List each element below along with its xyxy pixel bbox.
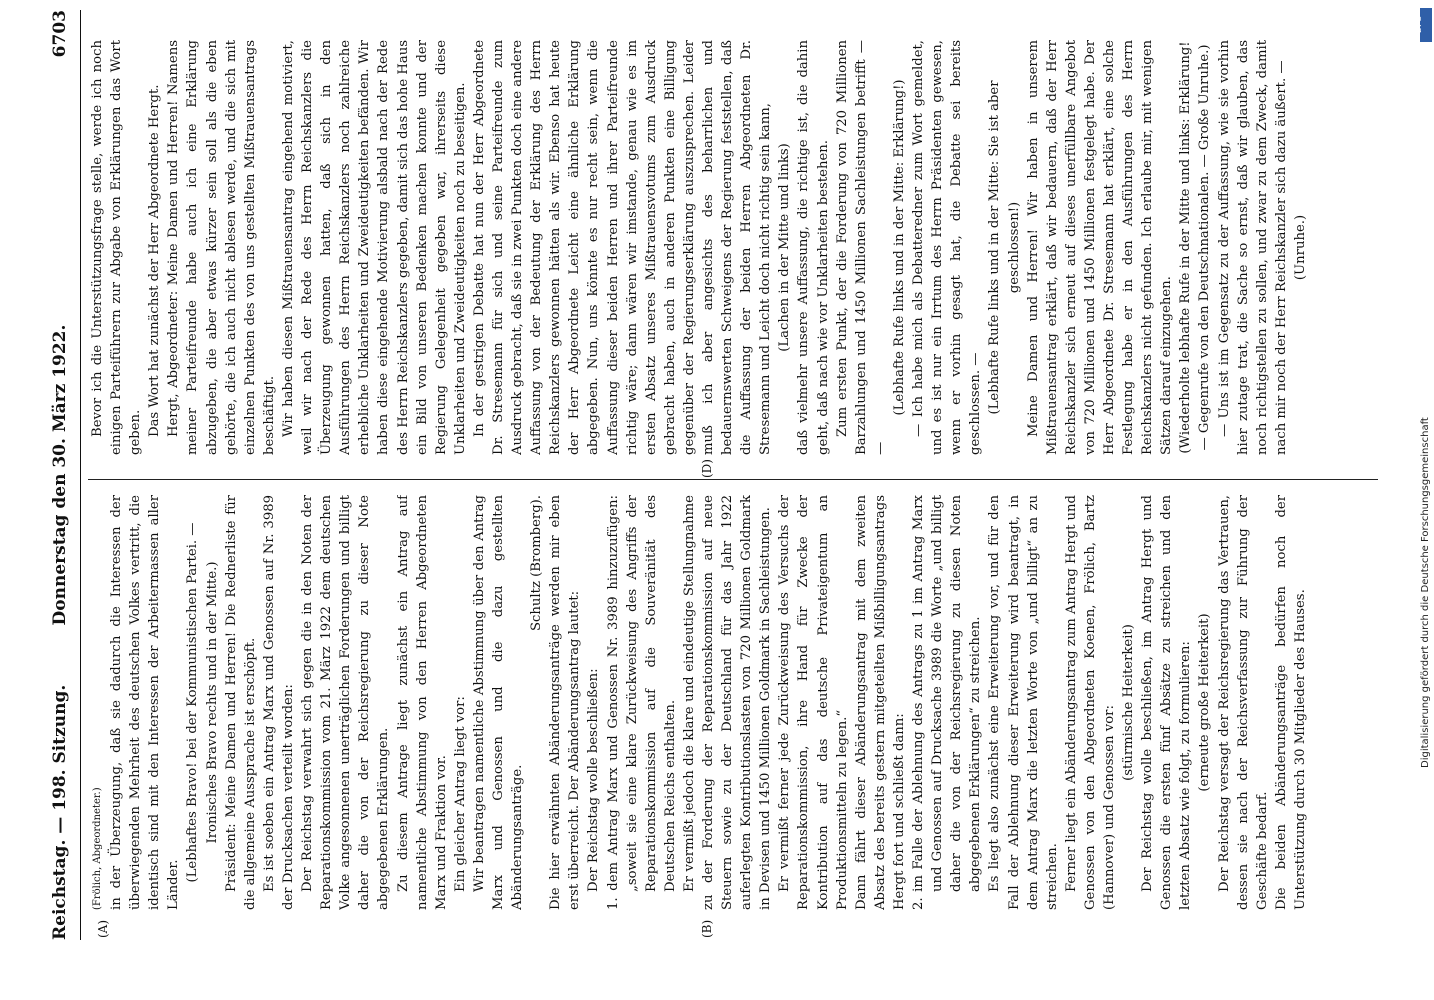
paragraph: (Wiederholte lebhafte Rufe in der Mitte und links: Erklärung! — Gegenrufe von den Deutschnationalen. — Große Unruhe.) xyxy=(1178,41,1213,454)
paragraph: Bevor ich die Unterstützungsfrage stelle, werde ich noch einigen Parteiführern zur Abgabe von Erklärungen das Wort geben. xyxy=(90,40,144,455)
paragraph: Das Wort hat zunächst der Herr Abgeordnete Hergt. xyxy=(147,84,163,437)
paragraph: (erneute große Heiterkeit) xyxy=(1197,613,1213,792)
margin-mark-d: (D) xyxy=(700,459,714,478)
margin-mark-b: (B) xyxy=(700,919,714,938)
paragraph: Der Reichstag verwahrt sich gegen die in den Noten der Reparationskommission vom 21. März 1922 dem deutschen Volke angesonnenen unerträglichen Forderungen und billigt daher die von der Reichsregierung zu dieser Note abgegebenen Erklärungen. xyxy=(300,495,392,910)
paragraph: Schultz (Bromberg). xyxy=(529,495,545,631)
dfg-logo: DFG xyxy=(1420,8,1432,42)
paragraph: (Lebhafte Rufe links und in der Mitte: Sie ist aber geschlossen!) xyxy=(987,80,1022,415)
paragraph: Es ist soeben ein Antrag Marx und Genossen auf Nr. 3989 der Drucksachen verteilt worden: xyxy=(261,495,296,910)
dfg-sidebar: DFG Digitalisierung gefördert durch die Deutsche Forschungsgemeinschaft xyxy=(1418,8,1434,992)
paragraph: Zum ersten Punkt, der die Forderung von 720 Millionen Barzahlungen und 1450 Millionen Sachleistungen betrifft — — xyxy=(834,40,888,455)
paragraph: Er vermißt jedoch die klare und eindeutige Stellungnahme zu der Forderung der Reparationskommission auf neue Steuern sowie zu der Deutschland für das Jahr 1922 auferlegten Kontributionslasten von 720 Millionen Goldmark in Devisen und 1450 Millionen Goldmark in Sachleistungen. xyxy=(681,495,774,910)
column-divider xyxy=(88,479,1378,480)
paragraph: Wir beantragen namentliche Abstimmung über den Antrag Marx und Genossen und die dazu gestellten Abänderungsanträge. xyxy=(471,495,526,910)
paragraph: — Ich habe mich als Debatteredner zum Wort gemeldet, und es ist nur ein Irrtum des Herrn Präsidenten gewesen, wenn er vorhin gesagt hat, die Debatte sei bereits geschlossen. — xyxy=(911,40,984,455)
header-session: Reichstag. — 198. Sitzung. xyxy=(50,684,70,940)
paragraph: Ein gleicher Antrag liegt vor: xyxy=(452,696,468,892)
right-column xyxy=(88,40,1378,455)
paragraph: (stürmische Heiterkeit) xyxy=(1121,624,1137,781)
paragraph: Hergt, Abgeordneter: Meine Damen und Herren! Namens meiner Parteifreunde habe auch ich eine Erklärung abzugeben, die aber etwas kürzer sein soll als die eben gehörte, die ich auch nicht ablesen werde, und die sich mit einzelnen Punkten des von uns gestellten Mißtrauensantrags beschäftigt. xyxy=(166,40,277,455)
paragraph: Es liegt also zunächst eine Erweiterung vor, und für den Fall der Ablehnung dieser Erweiterung wird beantragt, in dem Antrag Marx die letzten Worte von „und billigt“ an zu streichen. xyxy=(987,495,1060,910)
paragraph: (Lachen in der Mitte und links) xyxy=(777,143,793,352)
header-rule xyxy=(80,10,81,940)
paragraph: In der gestrigen Debatte hat nun der Herr Abgeordnete Dr. Stresemann für sich und seine Parteifreunde zum Ausdruck gebracht, daß sie in zwei Punkten doch eine andere Auffassung von der Bedeutung der Erklärung des Herrn Reichskanzlers gewonnen hätten als wir. Ebenso hat heute der Herr Abgeordnete Leicht eine ähnliche Erklärung abgegeben. Nun, uns könnte es nur recht sein, wenn die Auffassung dieser beiden Herren und ihrer Parteifreunde richtig wäre; dann wären wir imstande, genau wie es im ersten Absatz unseres Mißtrauensvotums zum Ausdruck gebracht haben, auch in anderen Punkten eine Billigung gegenüber der Regierungserklärung auszusprechen. Leider muß ich aber angesichts des beharrlichen und bedauernswerten Schweigens der Regierung feststellen, daß die Auffassung der beiden Herren Abgeordneten Dr. Stresemann und Leicht doch nicht richtig sein kann, xyxy=(471,40,774,455)
paragraph: Präsident: Meine Damen und Herren! Die Rednerliste für die allgemeine Aussprache ist erschöpft. xyxy=(223,495,258,910)
paragraph: Ferner liegt ein Abänderungsantrag zum Antrag Hergt und Genossen von den Abgeordneten Koenen, Frölich, Bartz (Hannover) und Genossen vor: xyxy=(1063,495,1117,910)
paragraph: Die hier erwähnten Abänderungsanträge werden mir eben erst überreicht. Der Abänderungsantrag lautet: xyxy=(548,495,583,910)
paragraph: in der Überzeugung, daß sie dadurch die Interessen der überwiegenden Mehrheit des deutschen Volkes vertritt, die identisch sind mit den Interessen der Arbeitermassen aller Länder. xyxy=(109,495,182,910)
paragraph: (Lebhaftes Bravo! bei der Kommunistischen Partei. — Ironisches Bravo rechts und in der Mitte.) xyxy=(185,522,220,883)
paragraph: Der Reichstag wolle beschließen, im Antrag Hergt und Genossen die ersten fünf Absätze zu streichen und den letzten Absatz wie folgt, zu formulieren: xyxy=(1140,495,1194,910)
paragraph: (Lebhafte Rufe links und in der Mitte: Erklärung!) xyxy=(891,79,907,416)
paragraph: Dann fährt dieser Abänderungsantrag mit dem zweiten Absatz des bereits gestern mitgeteilten Mißbilligungsantrags Hergt fort und schließt dann: xyxy=(853,495,907,910)
paragraph: Wir haben diesen Mißtrauensantrag eingehend motiviert, weil wir nach der Rede des Herrn Reichskanzlers die Überzeugung gewonnen hatten, daß sich in den Ausführungen des Herrn Reichskanzlers noch zahlreiche erhebliche Unklarheiten und Zweideutigkeiten befänden. Wir haben diese eingehende Motivierung alsbald nach der Rede des Herrn Reichskanzlers gegeben, damit sich das hohe Haus ein Bild von unseren Bedenken machen konnte und der Regierung Gelegenheit gegeben war, ihrerseits diese Unklarheiten und Zweideutigkeiten noch zu beseitigen. xyxy=(280,40,468,455)
page-number: 6703 xyxy=(50,10,70,58)
page-header xyxy=(50,10,80,940)
margin-mark-a: (A) xyxy=(96,919,110,938)
paragraph: daß vielmehr unsere Auffassung, die richtige ist, die dahin geht, daß nach wie vor Unklarheiten bestehen. xyxy=(796,40,831,455)
paragraph: Zu diesem Antrage liegt zunächst ein Antrag auf namentliche Abstimmung von den Herren Abgeordneten Marx und Fraktion vor. xyxy=(395,495,449,910)
paragraph: Der Reichstag versagt der Reichsregierung das Vertrauen, dessen sie nach der Reichsverfassung zur Führung der Geschäfte bedarf. xyxy=(1216,495,1270,910)
paragraph: Meine Damen und Herren! Wir haben in unserem Mißtrauensantrag erklärt, daß wir bedauern, daß der Herr Reichskanzler sich erneut auf dieses unerfüllbare Angebot von 720 Millionen und 1450 Millionen festgelegt habe. Der Herr Abgeordnete Dr. Stresemann hat erklärt, eine solche Festlegung habe er in den Ausführungen des Herrn Reichskanzlers nicht gefunden. Ich erlaube mir, mit wenigen Sätzen darauf einzugehen. xyxy=(1025,40,1175,455)
paragraph: Die beiden Abänderungsanträge bedürfen noch der Unterstützung durch 30 Mitglieder des Hauses. xyxy=(1273,495,1308,910)
paragraph: — Uns ist im Gegensatz zu der Auffassung, wie sie vorhin hier zutage trat, die Sache so ernst, daß wir glauben, das noch richtigstellen zu sollen, und zwar zu dem Zweck, damit nach mir noch der Herr Reichskanzler sich dazu äußert. — xyxy=(1216,40,1289,455)
header-date: Donnerstag den 30. März 1922. xyxy=(50,324,70,626)
left-column xyxy=(88,495,1378,910)
paragraph: (Frölich, Abgeordneter.) xyxy=(92,787,103,910)
paragraph: Der Reichstag wolle beschließen: xyxy=(586,668,602,892)
paragraph: 1. dem Antrag Marx und Genossen Nr. 3989 hinzuzufügen: „soweit sie eine klare Zurückweisung des Angriffs der Reparationskommission auf die Souveränität des Deutschen Reichs enthalten. xyxy=(605,495,678,910)
paragraph: 2. im Falle der Ablehnung des Antrags zu 1 im Antrag Marx und Genossen auf Drucksache 3989 die Worte „und billigt daher die von der Reichsregierung zu diesen Noten abgegebenen Erklärungen“ zu streichen. xyxy=(911,495,984,910)
paragraph: Er vermißt ferner jede Zurückweisung des Versuchs der Reparationskommission, ihre Hand für Zwecke der Kontribution auf das deutsche Privateigentum an Produktionsmitteln zu legen.“ xyxy=(777,495,850,910)
paragraph: (Unruhe.) xyxy=(1292,214,1308,281)
